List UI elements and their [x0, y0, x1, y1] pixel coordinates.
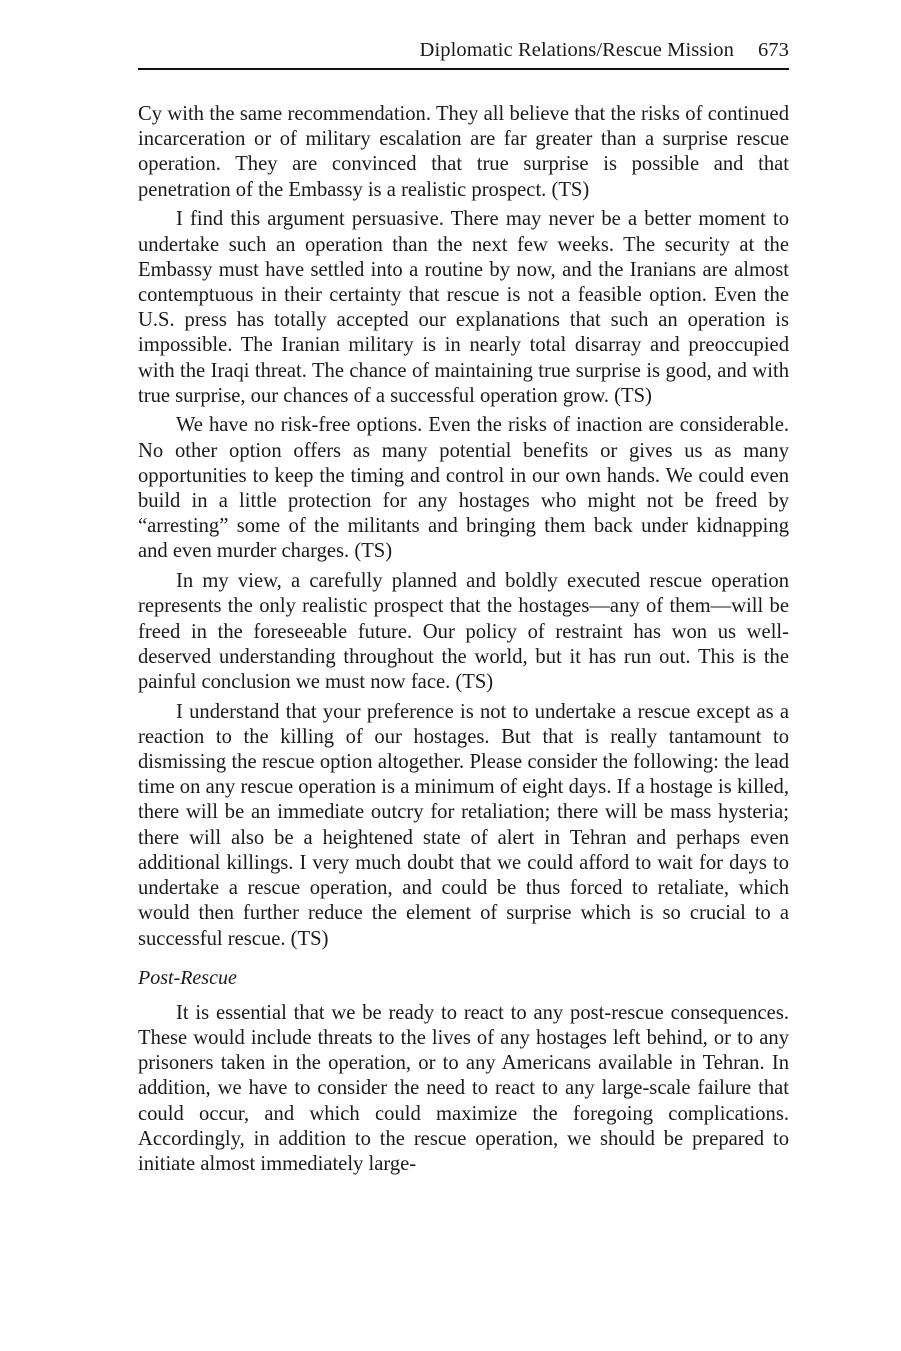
- running-header: [138, 38, 789, 70]
- paragraph-1: Cy with the same recommendation. They all believe that the risks of continued incarceration or of military escalation are far greater than a surprise rescue operation. They are convinced that true surprise is possible and that penetration of the Embassy is a realistic prospect. (TS): [138, 103, 789, 201]
- paragraph-5: I understand that your preference is not to undertake a rescue except as a reaction to the killing of our hostages. But that is really tantamount to dismissing the rescue option altogether. Please consider the following: the lead time on any rescue operation is a minimum of eight days. If a hostage is killed, there will be an immediate outcry for retaliation; there will be mass hysteria; there will also be a heightened state of alert in Tehran and perhaps even additional killings. I very much doubt that we could afford to wait for days to undertake a rescue operation, and could be thus forced to retaliate, which would then further reduce the element of surprise which is so crucial to a successful rescue. (TS): [138, 700, 789, 950]
- paragraph-2: I find this argument persuasive. There may never be a better moment to undertake such an operation than the next few weeks. The security at the Embassy must have settled into a routine by now, and the Iranians are almost contemptuous in their certainty that rescue is not a feasible option. Even the U.S. press has totally accepted our explanations that such an operation is impossible. The Iranian military is in nearly total disarray and preoccupied with the Iraqi threat. The chance of maintaining true surprise is good, and with true surprise, our chances of a successful operation grow. (TS): [138, 208, 789, 407]
- running-header-title: Diplomatic Relations/Rescue Mission: [419, 39, 734, 61]
- paragraph-3: We have no risk-free options. Even the risks of inaction are considerable. No other option offers as many potential benefits or gives us as many opportunities to keep the timing and control in our own hands. We could even build in a little protection for any hostages who might not be freed by “arresting” some of the militants and bringing them back under kidnapping and even murder charges. (TS): [138, 414, 789, 563]
- paragraph-4: In my view, a carefully planned and boldly executed rescue operation represents the only realistic prospect that the hostages—any of them—will be freed in the foreseeable future. Our policy of restraint has won us well-deserved understanding throughout the world, but it has run out. This is the painful conclusion we must now face. (TS): [138, 570, 789, 693]
- paragraph-6: It is essential that we be ready to react to any post-rescue consequences. These would include threats to the lives of any hostages left behind, or to any prisoners taken in the operation, or to any Americans available in Tehran. In addition, we have to consider the need to react to any large-scale failure that could occur, and which could maximize the foregoing complications. Accordingly, in addition to the rescue operation, we should be prepared to initiate almost immediately large-: [138, 1001, 789, 1175]
- section-subheading: Post-Rescue: [138, 966, 237, 989]
- document-page: [138, 38, 789, 1182]
- body-text: [138, 102, 789, 1177]
- page-number: 673: [757, 39, 789, 61]
